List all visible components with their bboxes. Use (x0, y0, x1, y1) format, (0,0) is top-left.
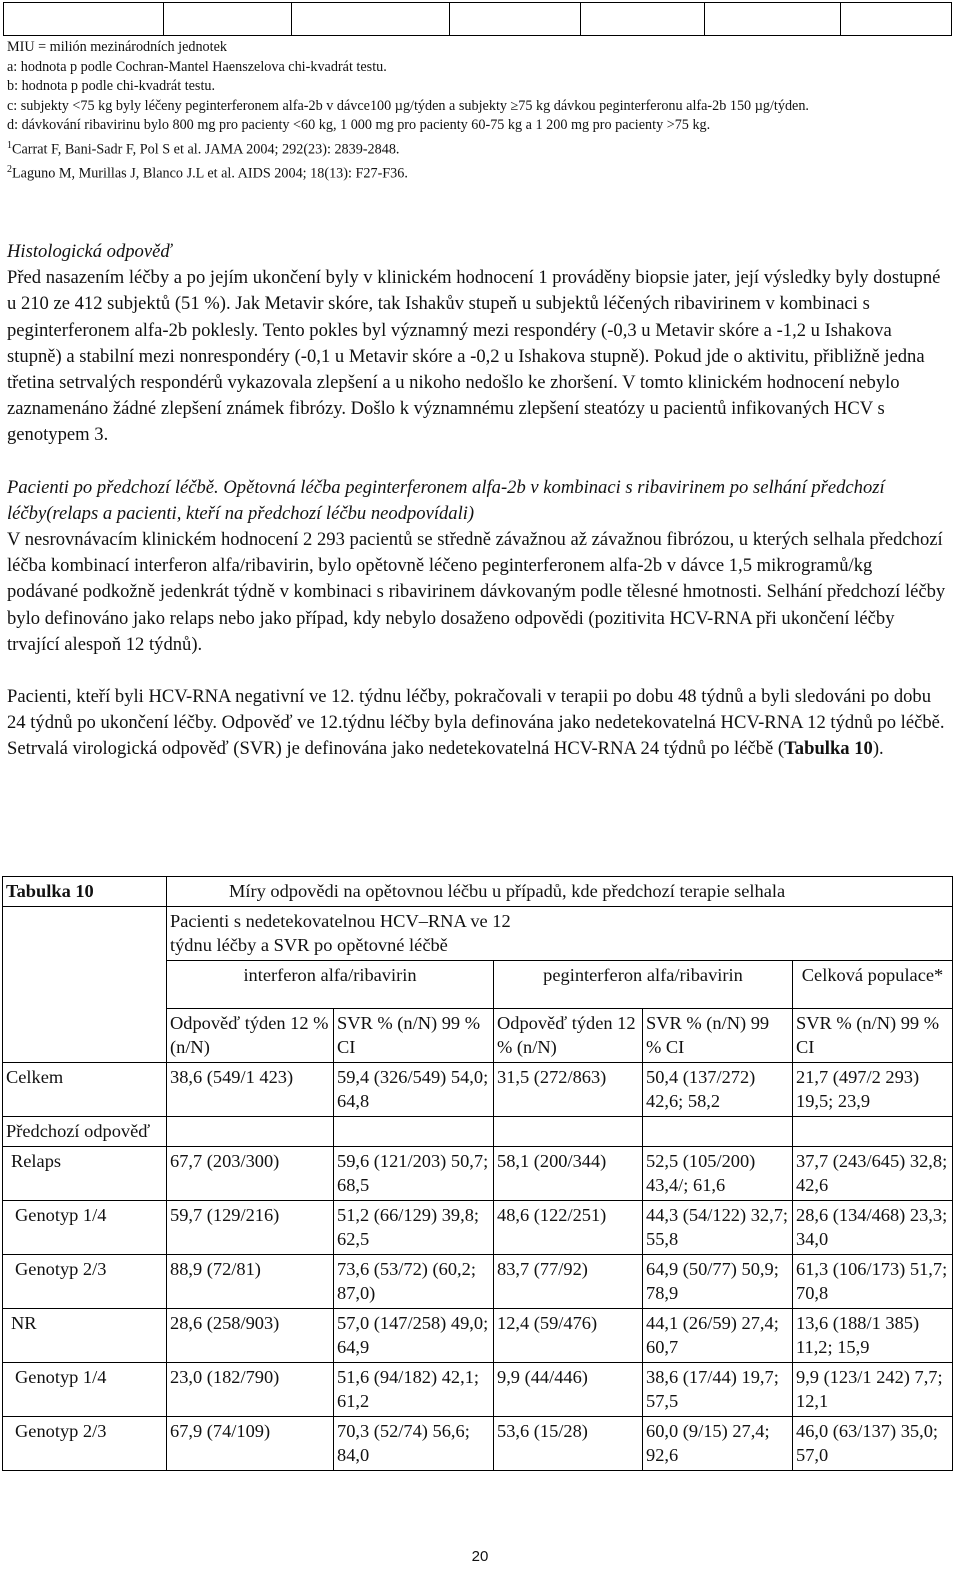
cell: 64,9 (50/77) 50,9; 78,9 (643, 1255, 793, 1309)
main-text (7, 239, 947, 763)
cell: 67,9 (74/109) (167, 1417, 334, 1471)
reference-1 (7, 136, 952, 160)
row-label: Genotyp 1/4 (3, 1201, 167, 1255)
table-label: Tabulka 10 (3, 877, 167, 907)
footnote-miu: MIU = milión mezinárodních jednotek (7, 39, 227, 55)
col-resp-2: Odpověď týden 12 % (n/N) (494, 1009, 643, 1063)
col-resp-1: Odpověď týden 12 % (n/N) (167, 1009, 334, 1063)
cell: 88,9 (72/81) (167, 1255, 334, 1309)
cell: 59,6 (121/203) 50,7; 68,5 (334, 1147, 494, 1201)
row-label: Genotyp 2/3 (3, 1255, 167, 1309)
cell: 59,7 (129/216) (167, 1201, 334, 1255)
table-title: Míry odpovědi na opětovnou léčbu u případů, kde předchozí terapie selhala (167, 877, 953, 907)
reference-1-number: 1 (7, 139, 12, 151)
footnote-d: d: dávkování ribavirinu bylo 800 mg pro pacienty <60 kg, 1 000 mg pro pacienty 60-75 kg a 1 200 mg pro pacienty >75 kg. (7, 117, 711, 134)
reference-2-number: 2 (7, 164, 12, 176)
group-total: Celková populace* (793, 961, 953, 1009)
cell: 44,1 (26/59) 27,4; 60,7 (643, 1309, 793, 1363)
table-row (3, 1309, 953, 1363)
table-row (3, 1255, 953, 1309)
histology-paragraph: Před nasazením léčby a po jejím ukončení byly v klinickém hodnocení 1 prováděny biopsie jater, její výsledky byly dostupné u 210 ze 412 subjektů (51 %). Jak Metavir skóre, tak Ishakův stupeň u subjektů léčených ribavirinem v kombinaci s peginterferonem alfa-2b poklesly. Tento pokles byl významný mezi respondéry (-0,3 u Metavir skóre a -1,2 u Ishakova stupně) a stabilní mezi nonrespondéry (-0,1 u Metavir skóre a -0,2 u Ishakova stupně). Pokud jde o aktivitu, přibližně jedna třetina setrvalých respondérů vykazovala zlepšení a u nikoho nedošlo ke zhoršení. V tomto klinickém hodnocení nebylo zaznamenáno žádné zlepšení známek fibrózy. Došlo k významnému zlepšení steatózy u pacientů infikovaných HCV s genotypem 3. (7, 267, 941, 446)
footnotes (7, 38, 952, 185)
row-label: Relaps (3, 1147, 167, 1201)
cell: 58,1 (200/344) (494, 1147, 643, 1201)
cell: 60,0 (9/15) 27,4; 92,6 (643, 1417, 793, 1471)
cell (334, 1117, 494, 1147)
top-cell (3, 2, 164, 36)
table-subtitle-text: Pacienti s nedetekovatelnou HCV–RNA ve 12 týdnu léčby a SVR po opětovné léčbě (170, 911, 511, 955)
cell: 37,7 (243/645) 32,8; 42,6 (793, 1147, 953, 1201)
col-svr-3: SVR % (n/N) 99 % CI (793, 1009, 953, 1063)
col-svr-1: SVR % (n/N) 99 % CI (334, 1009, 494, 1063)
cell: 28,6 (258/903) (167, 1309, 334, 1363)
top-cell (163, 2, 292, 36)
cell: 31,5 (272/863) (494, 1063, 643, 1117)
histology-heading: Histologická odpověď (7, 241, 172, 262)
table-row (3, 1363, 953, 1417)
table-row (3, 1147, 953, 1201)
cell (167, 1117, 334, 1147)
table-reference: Tabulka 10 (784, 738, 873, 760)
cell: 9,9 (123/1 242) 7,7; 12,1 (793, 1363, 953, 1417)
cell: 61,3 (106/173) 51,7; 70,8 (793, 1255, 953, 1309)
row-label: Celkem (3, 1063, 167, 1117)
cell (494, 1117, 643, 1147)
table-row (3, 1117, 953, 1147)
table-row (3, 1201, 953, 1255)
row-label: Genotyp 1/4 (3, 1363, 167, 1417)
footnote-a: a: hodnota p podle Cochran-Mantel Haenszelova chi-kvadrát testu. (7, 58, 387, 75)
col-svr-2: SVR % (n/N) 99 % CI (643, 1009, 793, 1063)
cell: 9,9 (44/446) (494, 1363, 643, 1417)
cell: 59,4 (326/549) 54,0; 64,8 (334, 1063, 494, 1117)
top-cell (580, 2, 705, 36)
cell: 70,3 (52/74) 56,6; 84,0 (334, 1417, 494, 1471)
cell: 52,5 (105/200) 43,4/; 61,6 (643, 1147, 793, 1201)
cell: 38,6 (17/44) 19,7; 57,5 (643, 1363, 793, 1417)
table-subtitle-row (3, 907, 953, 961)
footnote-b: b: hodnota p podle chi-kvadrát testu. (7, 78, 216, 95)
table-10 (2, 876, 953, 1471)
cell (793, 1117, 953, 1147)
table-row (3, 1417, 953, 1471)
cell (643, 1117, 793, 1147)
cell: 73,6 (53/72) (60,2; 87,0) (334, 1255, 494, 1309)
cell: 13,6 (188/1 385) 11,2; 15,9 (793, 1309, 953, 1363)
page-number: 20 (471, 1548, 489, 1565)
top-cell (840, 2, 952, 36)
cell: 50,4 (137/272) 42,6; 58,2 (643, 1063, 793, 1117)
cell: 57,0 (147/258) 49,0; 64,9 (334, 1309, 494, 1363)
top-cell (449, 2, 581, 36)
cell: 46,0 (63/137) 35,0; 57,0 (793, 1417, 953, 1471)
group-peginterferon: peginterferon alfa/ribavirin (494, 961, 793, 1009)
row-label: NR (3, 1309, 167, 1363)
definitions-paragraph (7, 684, 947, 763)
top-cell (704, 2, 841, 36)
cell: 48,6 (122/251) (494, 1201, 643, 1255)
cell: 53,6 (15/28) (494, 1417, 643, 1471)
cell: 21,7 (497/2 293) 19,5; 23,9 (793, 1063, 953, 1117)
top-cell (291, 2, 450, 36)
definitions-text: Pacienti, kteří byli HCV-RNA negativní ve 12. týdnu léčby, pokračovali v terapii po dobu 48 týdnů a byli sledováni po dobu 24 týdnů po ukončení léčby. Odpověď ve 12.týdnu léčby byla definována jako nedetekovatelná HCV-RNA 12 týdnů po léčbě. Setrvalá virologická odpověď (SVR) je definována jako nedetekovatelná HCV-RNA 24 týdnů po léčbě ( (7, 686, 945, 760)
cell: 51,2 (66/129) 39,8; 62,5 (334, 1201, 494, 1255)
table-row (3, 1063, 953, 1117)
reference-2 (7, 160, 952, 184)
cell: 51,6 (94/182) 42,1; 61,2 (334, 1363, 494, 1417)
cell: 28,6 (134/468) 23,3; 34,0 (793, 1201, 953, 1255)
prior-treatment-paragraph: V nesrovnávacím klinickém hodnocení 2 293 pacientů se středně závažnou až závažnou fibrózou, u kterých selhala předchozí léčba kombinací interferon alfa/ribavirin, bylo opětovně léčeno peginterferonem alfa-2b v dávce 1,5 mikrogramů/kg podávané podkožně jedenkrát týdně v kombinaci s ribavirinem dávkovaným podle tělesné hmotnosti. Selhání předchozí léčby bylo definováno jako relaps nebo jako případ, kdy nebylo dosaženo odpovědi (pozitivita HCV-RNA při ukončení léčby trvající alespoň 12 týdnů). (7, 529, 946, 655)
prior-treatment-heading: Pacienti po předchozí léčbě. Opětovná léčba peginterferonem alfa-2b v kombinaci s ribavirinem po selhání předchozí léčby(relaps a pacienti, kteří na předchozí léčbu neodpovídali) (7, 476, 885, 524)
cell: 12,4 (59/476) (494, 1309, 643, 1363)
row-label: Genotyp 2/3 (3, 1417, 167, 1471)
cell: 67,7 (203/300) (167, 1147, 334, 1201)
group-interferon: interferon alfa/ribavirin (167, 961, 494, 1009)
footnote-c: c: subjekty <75 kg byly léčeny peginterferonem alfa-2b v dávce100 µg/týden a subjekty ≥75 kg dávkou peginterferonu alfa-2b 150 µg/týden. (7, 97, 809, 114)
cell: 44,3 (54/122) 32,7; 55,8 (643, 1201, 793, 1255)
row-label: Předchozí odpověď (3, 1117, 167, 1147)
cell: 38,6 (549/1 423) (167, 1063, 334, 1117)
empty-cell (3, 907, 167, 1063)
reference-2-text: Laguno M, Murillas J, Blanco J.L et al. AIDS 2004; 18(13): F27-F36. (12, 166, 408, 183)
definitions-end: ). (872, 738, 884, 760)
reference-1-text: Carrat F, Bani-Sadr F, Pol S et al. JAMA 2004; 292(23): 2839-2848. (12, 141, 400, 158)
cell: 83,7 (77/92) (494, 1255, 643, 1309)
table-subtitle (167, 907, 953, 961)
table-title-row (3, 877, 953, 907)
cell: 23,0 (182/790) (167, 1363, 334, 1417)
top-table-border (0, 0, 954, 38)
